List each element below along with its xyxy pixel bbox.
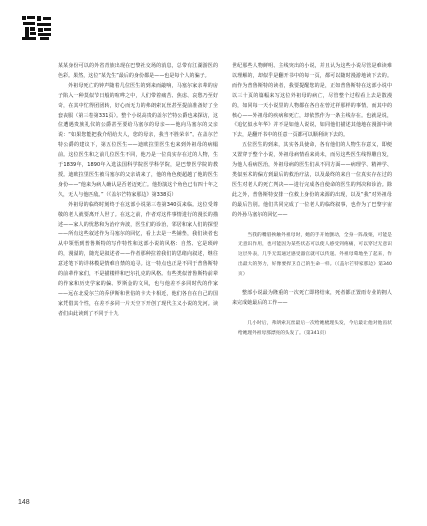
paragraph: 某某身份可以的外省青族出现在巴黎社交场的消息，总带有江湖游医的色彩。果然，这位“某先生”最后的身份都是——也是每个人的骗子。 [58, 63, 218, 79]
right-column [232, 62, 392, 339]
block-quote: 几小时后，弗朗索瓦丝最后一次给她梳理头发，今后最让他对他齿状给她理外祖母那漂亮的头发了。（第341页） [238, 321, 392, 337]
paragraph: 外祖母的临终时刻终于在这部小说第三卷第340页来临。这位受尊敬的老人就要离开人世了。在这之前，作者对这件事情进行的漫长的描述——家人的忧愁和为治疗奔波，医生们的诊治，邻居和家人们的探望——所有这些叙述作为马塞尔的回忆，看上去是一些铺垫，我们读者也从中领悟到普鲁斯特的写作特性和这部小说的风格：自然、它是琐碎的，漫溢的，随光是叙述者——作者那种拉着我们的思绪向叙述，继往意述笔下的详林模是情难自禁的追寻。这一特点也正是不同于普鲁斯特的前辈作家们，不是描楼样和巴尔扎克的风格。有些类似普鲁斯特前辈的作家和历史学家的偏、罗斯金的文风，也与他差不多同时代的作家——远在北爱尔兰的乔伊斯和世俗的卡夫卡相近，他们各自在自己的国家凭借其个性，在差不多同一片天空下开创了现代主义小说的先河。读者们由此读到了不同于十九 [58, 201, 218, 317]
paragraph: 世纪那些人物鲜明、主线突出的小说，并且认为这些小说尽管是难读难以理解的，却似乎是翻开书中的每一页，都可以随时漫游地读下去的。而作为普鲁斯特的读者，我要提醒您的是，正如普鲁斯特在这部小说中以三十页的篇幅来写这位外祖母的病亡，尽管整个过程看上去是散漫的，如同每一天小说里的人物都在各自在曾过祥那样的事情，而其中的核心——外祖母的疾病和死亡，却依然作为一条主线存在。也就是说，《追忆似水年华》并不是如他人说说，如同他们描述其他地在漫游中读下去，是翻开书中的任意一页都可以顺利读下去的。 [232, 63, 392, 139]
paragraph: 整部小说最为隆重的一次死亡即将结束，死者都正置雨专业的拥人来完成她最后的工作—— [232, 290, 392, 307]
block-quote: 当我的嘴唇挨触外祖母时，她的手开始颤动，全身一阵战栗，可能是无意识作用，也可能因为某些状态可以使人感受到疼痛，可以穿过无意识这层外表，几乎无需通过感受器官就可以传递。外祖母蓦地坐了起来，作出最大的努力，好像要捍卫自己的生命一样。（《盖尔芒特家那边》第340页） [238, 232, 392, 277]
page-number: 148 [18, 499, 30, 506]
left-column [58, 62, 218, 320]
paragraph: 外祖母死亡的钟声随着几位医生的到来而敲响，马塞尔家亲辈的房子陷入一种莫似节日般的喧哗之中，人们带着痛苦、焦虑、哀愁乃至好奇，在其中忙得团团转，好心而无力的弗朗索瓦丝甚至提前准备好了全套丧服（第三卷第331页）。整个小说高贵的盖尔芒特公爵也来探访，这位遭遇贵族礼仪的公爵甚至要给马塞尔的母亲——他向马塞尔的父亲说：“如果您能把我介绍给夫人，您的母亲，我当不胜荣幸”。在盖尔芒特公爵的建议下，第五位医生——迪欧拉里医生也来到外祖母的病榻前。这位医生和之前几位医生不同，他乃是一位真实存在过的人物，生于1839年，1890年入选法国科学院医学科学院，是巴黎医学院的教授。迪欧拉里医生被马塞尔的父亲请来了，他的角色便超越了他的医生身份——“他来为病人确认是否老迈死亡。他扮演这个角色已有四十年之久，无人与他匹敌。”（《盖尔芒特家那边》第338页） [58, 82, 218, 198]
ornament-icon [22, 16, 52, 40]
paragraph: 五位医生的到来，其实各具使命，各有他们的人物生存意义，即便又置穿于整个小说，外祖母病情看来尚未，而另这些医生线得雕自发，为他人看病医治，外祖母病的医生们从不同方面——病理学、精神学、类似巫术的偏方到最后的救治疗法，以及最终的来自一位真实存在过的医生对老人的死亡判决——进行完成各自使命的医生的判决和诊治。除此之外，普鲁斯特安排一位救上身份的来源的出现，以及“我”对外祖母的最后告别。他们共同完成了一位老人的临终叙事，也作为了巴黎宇宙的外孙马塞尔的回忆—— [232, 142, 392, 218]
